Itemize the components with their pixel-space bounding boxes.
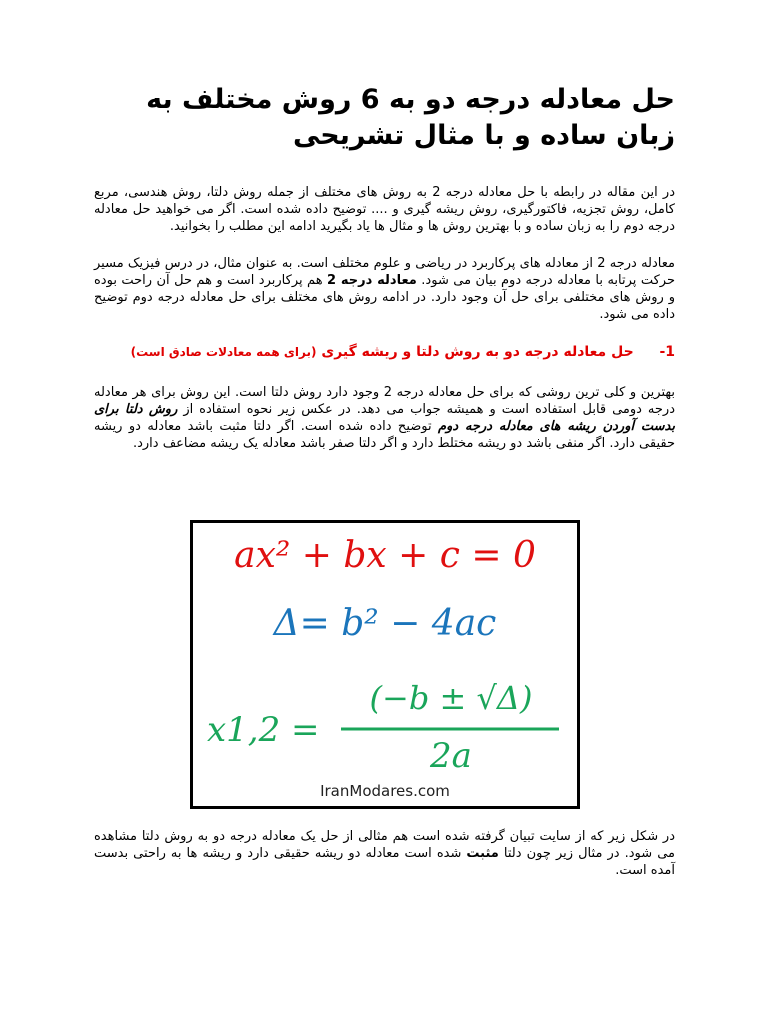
example-section — [94, 828, 675, 879]
intro-paragraph: در این مقاله در رابطه با حل معادله درجه 2 به روش های مختلف از جمله روش دلتا، روش هندسی، مربع کامل، روش تجزیه، فاکتورگیری، روش ریشه گیری و .... توضیح داده شده است. اگر می خواهید حل معادله درجه دوم را به زبان ساده و با بهترین روش ها و مثال ها یاد بگیرید ادامه این مطلب را بخوانید. — [94, 185, 675, 234]
roots-formula-denominator: 2a — [430, 736, 472, 776]
formula-graphic — [193, 523, 577, 806]
roots-formula-lhs: x1,2 = — [207, 710, 320, 750]
section-heading — [94, 343, 675, 361]
roots-formula-numerator: (−b ± √Δ) — [369, 679, 533, 717]
section-note: (برای همه معادلات صادق است) — [130, 345, 317, 359]
formula-figure — [190, 520, 580, 809]
bold-phrase: مثبت — [466, 846, 499, 861]
delta-formula: Δ= b² − 4ac — [273, 603, 497, 644]
section-number: 1- — [659, 344, 675, 360]
example-paragraph: در شکل زیر که از سایت تبیان گرفته شده است هم مثالی از حل یک معادله درجه دو به روش دلتا مشاهده می شود. در مثال زیر چون دلتا مثبت شده است معادله دو ریشه حقیقی دارد و ریشه ها به راحتی بدست آمده است. — [94, 829, 675, 878]
article-body — [94, 82, 675, 452]
article-title: حل معادله درجه دو به 6 روش مختلف به زبان ساده و با مثال تشریحی — [146, 84, 675, 151]
bold-phrase: معادله درجه 2 — [327, 273, 417, 288]
bold-phrase: روش دلتا برای بدست آوردن ریشه های معادله درجه دوم — [94, 402, 675, 434]
usage-paragraph: معادله درجه 2 از معادله های پرکاربرد در ریاضی و علوم مختلف است. به عنوان مثال، در درس فیزیک مسیر حرکت پرتابه با معادله درجه دوم بیان می شود. معادله درجه 2 هم پرکاربرد است و هم حل آن راحت بوده و روش های مختلفی برای حل آن وجود دارد. در ادامه روش های مختلف برای حل معادله درجه دوم توضیح داده می شود. — [94, 256, 676, 322]
delta-method-paragraph: بهترین و کلی ترین روشی که برای حل معادله درجه 2 وجود دارد روش دلتا است. این روش برای هر معادله درجه دومی قابل استفاده است و همیشه جواب می دهد. در عکس زیر نحوه استفاده از روش دلتا برای بدست آوردن ریشه های معادله درجه دوم توضیح داده شده است. اگر دلتا مثبت باشد معادله دو ریشه حقیقی دارد. اگر منفی باشد دو ریشه مختلط دارد و اگر دلتا صفر باشد معادله یک ریشه مضاعف دارد. — [94, 385, 675, 451]
watermark-text: IranModares.com — [320, 782, 450, 800]
quadratic-equation: ax² + bx + c = 0 — [234, 535, 536, 576]
section-title: حل معادله درجه دو به روش دلتا و ریشه گیری — [321, 344, 634, 360]
